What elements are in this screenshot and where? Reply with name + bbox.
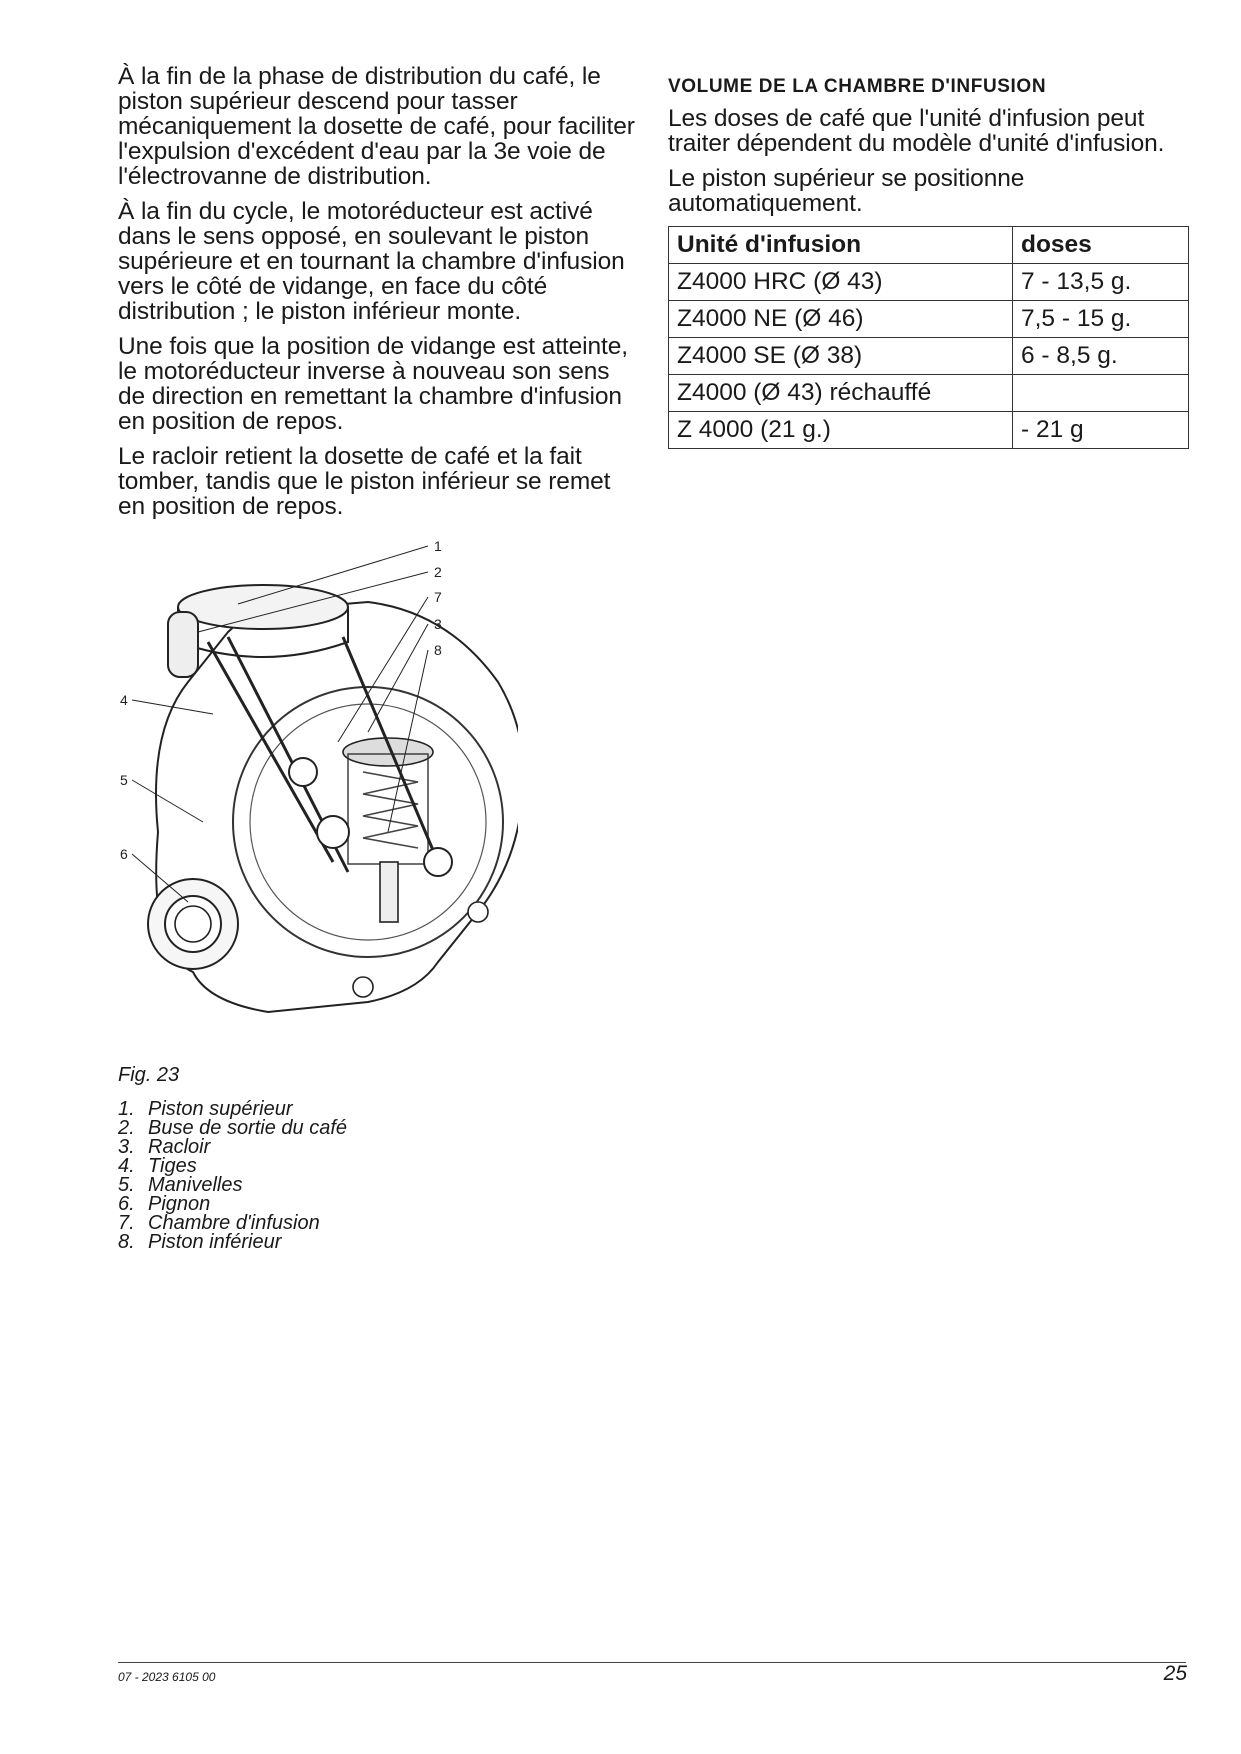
callout-7: 7	[434, 589, 442, 605]
section-heading: VOLUME DE LA CHAMBRE D'INFUSION	[668, 76, 1047, 97]
page-number: 25	[1163, 1662, 1187, 1685]
doses-table	[668, 226, 1189, 449]
column-header-unit: Unité d'infusion	[669, 227, 1013, 264]
paragraph-emptying-position: Une fois que la position de vidange est atteinte, le motoréducteur inverse à nouveau son sens de direction en remettant la chambre d'infusion en position de repos.	[118, 333, 628, 435]
legend-item: 1. Piston supérieur	[118, 1098, 293, 1120]
footer-divider	[118, 1662, 1186, 1663]
table-cell: 7,5 - 15 g.	[1013, 301, 1189, 338]
legend-item: 4. Tiges	[118, 1155, 197, 1177]
table-cell: Z4000 NE (Ø 46)	[669, 301, 1013, 338]
table-row	[669, 301, 1189, 338]
paragraph-piston-auto: Le piston supérieur se positionne automatiquement.	[668, 165, 1025, 217]
table-row	[669, 412, 1189, 449]
left-column	[118, 64, 638, 529]
legend-item: 7. Chambre d'infusion	[118, 1212, 320, 1234]
figure-caption: Fig. 23	[118, 1064, 180, 1086]
table-row	[669, 264, 1189, 301]
paragraph-cycle-end: À la fin du cycle, le motoréducteur est activé dans le sens opposé, en soulevant le piston supérieure et en tournant la chambre d'infusion vers le côté de vidange, en face du côté distribution ; le piston inférieur monte.	[118, 198, 625, 325]
legend-item: 5. Manivelles	[118, 1174, 243, 1196]
paragraph-doses: Les doses de café que l'unité d'infusion peut traiter dépendent du modèle d'unité d'infusion.	[668, 105, 1165, 157]
table-cell	[1013, 375, 1189, 412]
table-cell: Z4000 SE (Ø 38)	[669, 338, 1013, 375]
callout-6: 6	[120, 846, 128, 862]
callout-4: 4	[120, 692, 128, 708]
paragraph-distribution-end: À la fin de la phase de distribution du café, le piston supérieur descend pour tasser mécaniquement la dosette de café, pour faciliter l'expulsion d'excédent d'eau par la 3e voie de l'électrovanne de distribution.	[118, 63, 635, 190]
document-code: 07 - 2023 6105 00	[118, 1670, 216, 1684]
callout-2: 2	[434, 564, 442, 580]
table-cell: Z4000 HRC (Ø 43)	[669, 264, 1013, 301]
table-cell: 6 - 8,5 g.	[1013, 338, 1189, 375]
table-cell: - 21 g	[1013, 412, 1189, 449]
paragraph-scraper: Le racloir retient la dosette de café et la fait tomber, tandis que le piston inférieur se remet en position de repos.	[118, 443, 611, 520]
legend-item: 3. Racloir	[118, 1136, 211, 1158]
callout-1: 1	[434, 538, 442, 554]
legend-item: 6. Pignon	[118, 1193, 211, 1215]
callout-5: 5	[120, 772, 128, 788]
table-row	[669, 375, 1189, 412]
table-cell: Z 4000 (21 g.)	[669, 412, 1013, 449]
figure-legend	[118, 1100, 347, 1252]
table-cell: 7 - 13,5 g.	[1013, 264, 1189, 301]
table-header-row	[669, 227, 1189, 264]
brewing-unit-illustration	[118, 532, 518, 1062]
callout-3: 3	[434, 616, 442, 632]
right-column	[668, 64, 1188, 449]
legend-item: 2. Buse de sortie du café	[118, 1117, 348, 1139]
table-cell: Z4000 (Ø 43) réchauffé	[669, 375, 1013, 412]
callout-8: 8	[434, 642, 442, 658]
table-row	[669, 338, 1189, 375]
brewing-unit-figure	[118, 532, 518, 1062]
legend-item: 8. Piston inférieur	[118, 1231, 282, 1253]
column-header-doses: doses	[1013, 227, 1189, 264]
